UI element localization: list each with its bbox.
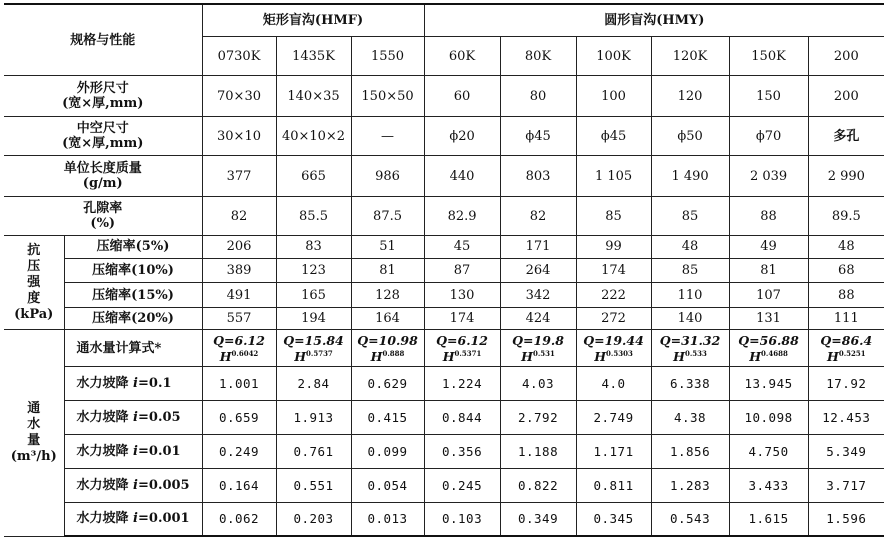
table-cell: 0.811 [576,468,651,502]
table-cell: 0.245 [424,468,500,502]
table-cell: 0.659 [202,401,276,435]
compressive-label-char: 压 [27,258,41,274]
model-header: 120K [651,37,729,76]
row-label-line1: 单位长度质量 [63,161,142,177]
table-cell: 0.013 [351,502,424,536]
row-label-line1: 外形尺寸 [76,81,129,97]
row-label [64,502,202,536]
table-cell: 128 [351,283,424,308]
formula-exponent: 0.6042 [231,348,259,358]
table-cell: 3.717 [808,468,884,502]
table-cell: 49 [729,236,808,259]
row-compress-15 [4,283,884,308]
row-label-line2: (g/m) [82,176,123,192]
flow-label-char: 水 [27,416,41,432]
formula-cell [500,330,576,367]
table-cell: 1 105 [576,156,651,197]
table-cell: 70×30 [202,76,276,117]
model-header: 1435K [276,37,351,76]
table-cell: 0.761 [276,434,351,468]
formula-exponent: 0.533 [684,348,707,358]
table-cell: 0.249 [202,434,276,468]
table-cell: 48 [651,236,729,259]
table-cell: 0.543 [651,502,729,536]
row-label [4,197,202,236]
table-cell: 68 [808,258,884,283]
table-cell: 264 [500,258,576,283]
table-cell: 0.054 [351,468,424,502]
table-cell: 174 [576,258,651,283]
table-cell: ϕ45 [576,117,651,156]
formula-base: H [442,348,455,364]
table-cell: 440 [424,156,500,197]
formula-coef: Q=15.84 [283,332,344,348]
table-cell: 82 [202,197,276,236]
formula-exponent: 0.4688 [761,348,788,358]
table-cell: 88 [808,283,884,308]
formula-base: H [521,348,533,364]
flow-label-char: 量 [27,432,41,448]
table-cell: 164 [351,307,424,330]
table-cell: 174 [424,307,500,330]
formula-cell [651,330,729,367]
row-label-line1: 孔隙率 [83,201,123,217]
formula-exponent: 0.5251 [838,348,866,358]
row-label-var: i [133,410,138,425]
table-cell: 2.84 [276,367,351,401]
compressive-unit: (kPa) [14,306,54,322]
table-cell: 665 [276,156,351,197]
row-label-line1: 中空尺寸 [76,121,129,137]
table-cell: 4.38 [651,401,729,435]
formula-base: H [673,348,685,364]
row-flow-formula [4,330,884,367]
formula-cell [424,330,500,367]
row-label-line2: (%) [90,216,116,232]
formula-coef: Q=10.98 [357,332,418,348]
table-cell: 107 [729,283,808,308]
table-cell: 88 [729,197,808,236]
table-cell: 2.749 [576,401,651,435]
table-cell: 82.9 [424,197,500,236]
table-cell: 51 [351,236,424,259]
table-cell: 87 [424,258,500,283]
table-cell: 120 [651,76,729,117]
table-cell: 0.062 [202,502,276,536]
row-label-value: =0.001 [138,511,190,527]
table-cell: 131 [729,307,808,330]
table-cell: 81 [351,258,424,283]
table-cell: 17.92 [808,367,884,401]
compressive-group-label [4,236,64,330]
table-cell: 111 [808,307,884,330]
formula-base: H [219,348,232,364]
row-label [64,434,202,468]
table-cell: 377 [202,156,276,197]
row-unit-mass [4,156,884,197]
row-label-value: =0.005 [138,477,190,493]
table-cell: 0.103 [424,502,500,536]
row-label [4,76,202,117]
table-cell: 89.5 [808,197,884,236]
table-cell: 81 [729,258,808,283]
formula-coef: Q=6.12 [436,332,488,348]
formula-cell [276,330,351,367]
table-cell: 222 [576,283,651,308]
compressive-label-char: 抗 [27,242,41,258]
table-cell: 5.349 [808,434,884,468]
row-flow-0-05 [4,401,884,435]
model-header: 60K [424,37,500,76]
row-label-prefix: 水力坡降 [76,477,129,493]
table-cell: 13.945 [729,367,808,401]
table-cell: 45 [424,236,500,259]
table-cell: 272 [576,307,651,330]
formula-cell [202,330,276,367]
row-label [4,117,202,156]
table-cell: 130 [424,283,500,308]
table-cell: 1.913 [276,401,351,435]
table-cell: 150×50 [351,76,424,117]
table-cell: 4.750 [729,434,808,468]
row-label-line2: (宽×厚,mm) [62,136,144,152]
formula-label: 通水量计算式* [64,330,202,367]
row-label-var: i [133,477,138,493]
row-label-prefix: 水力坡降 [76,410,129,425]
flow-unit: (m³/h) [10,448,57,464]
table-cell: 40×10×2 [276,117,351,156]
row-flow-0-005 [4,468,884,502]
flow-group-label [4,330,64,536]
table-cell: 1.001 [202,367,276,401]
row-label-value: =0.05 [138,410,181,425]
table-cell: 1.224 [424,367,500,401]
formula-base: H [827,348,839,364]
table-cell: 0.415 [351,401,424,435]
formula-base: H [294,348,307,364]
table-cell: 4.03 [500,367,576,401]
table-cell: 803 [500,156,576,197]
formula-coef: Q=56.88 [738,332,799,348]
table-cell: 140 [651,307,729,330]
table-cell: 82 [500,197,576,236]
row-label [64,367,202,401]
table-cell: 4.0 [576,367,651,401]
table-cell: ϕ20 [424,117,500,156]
table-cell: 0.629 [351,367,424,401]
formula-exponent: 0.888 [382,348,405,358]
formula-exponent: 0.5737 [306,348,333,358]
table-cell: ϕ70 [729,117,808,156]
model-header: 150K [729,37,808,76]
table-cell: 342 [500,283,576,308]
row-label [64,468,202,502]
row-label [64,401,202,435]
formula-base: H [594,348,607,364]
row-label: 压缩率(5%) [64,236,202,259]
model-header: 200 [808,37,884,76]
table-cell: 85.5 [276,197,351,236]
group-hmy-header: 圆形盲沟(HMY) [424,4,884,37]
formula-coef: Q=19.8 [512,332,564,348]
row-compress-5 [4,236,884,259]
table-cell: 6.338 [651,367,729,401]
table-cell: 194 [276,307,351,330]
formula-cell [729,330,808,367]
table-cell: 1.283 [651,468,729,502]
formula-base: H [370,348,383,364]
table-cell: 1.596 [808,502,884,536]
flow-label-char: 通 [27,400,41,416]
table-cell: 986 [351,156,424,197]
table-cell: 30×10 [202,117,276,156]
table-cell: 多孔 [808,117,884,156]
row-label-value: =0.01 [138,443,181,459]
table-cell: 0.349 [500,502,576,536]
table-cell: 1.171 [576,434,651,468]
table-cell: 83 [276,236,351,259]
row-label-line2: (宽×厚,mm) [62,96,144,112]
table-cell: 206 [202,236,276,259]
row-compress-20 [4,307,884,330]
row-label-value: =0.1 [138,376,172,392]
table-cell: 85 [651,258,729,283]
formula-exponent: 0.5303 [606,348,633,358]
formula-coef: Q=6.12 [213,332,265,348]
table-cell: 1.188 [500,434,576,468]
table-cell: 123 [276,258,351,283]
table-cell: 85 [576,197,651,236]
table-cell: 80 [500,76,576,117]
row-compress-10 [4,258,884,283]
table-cell: 2 039 [729,156,808,197]
row-label-var: i [133,376,138,392]
table-cell: ϕ45 [500,117,576,156]
spec-label-cell: 规格与性能 [4,4,202,76]
row-label: 压缩率(20%) [64,307,202,330]
row-label: 压缩率(10%) [64,258,202,283]
compressive-label-char: 强 [27,274,41,290]
formula-base: H [749,348,762,364]
row-outer-size [4,76,884,117]
table-cell: 2.792 [500,401,576,435]
spec-table [4,3,884,537]
table-cell: 150 [729,76,808,117]
table-cell: 200 [808,76,884,117]
table-cell: 171 [500,236,576,259]
compressive-label-char: 度 [27,290,41,306]
row-porosity [4,197,884,236]
table-cell: 165 [276,283,351,308]
row-flow-0-01 [4,434,884,468]
table-cell: 0.356 [424,434,500,468]
table-cell: 0.551 [276,468,351,502]
table-cell: 85 [651,197,729,236]
header-row-groups [4,4,884,37]
table-cell: 2 990 [808,156,884,197]
row-hollow-size [4,117,884,156]
table-cell: 0.099 [351,434,424,468]
model-header: 80K [500,37,576,76]
table-cell: 99 [576,236,651,259]
table-cell: 1.615 [729,502,808,536]
formula-coef: Q=31.32 [659,332,721,348]
table-cell: 100 [576,76,651,117]
table-cell: 557 [202,307,276,330]
group-hmf-header: 矩形盲沟(HMF) [202,4,424,37]
formula-exponent: 0.531 [532,348,555,358]
table-cell: 424 [500,307,576,330]
row-label-prefix: 水力坡降 [76,511,129,527]
row-label [4,156,202,197]
table-cell: — [351,117,424,156]
formula-cell [351,330,424,367]
table-cell: 1 490 [651,156,729,197]
table-cell: 87.5 [351,197,424,236]
table-cell: 0.822 [500,468,576,502]
formula-cell [576,330,651,367]
table-cell: 0.844 [424,401,500,435]
table-cell: 60 [424,76,500,117]
table-cell: 1.856 [651,434,729,468]
table-cell: 0.345 [576,502,651,536]
table-cell: 0.203 [276,502,351,536]
table-cell: 0.164 [202,468,276,502]
table-cell: 48 [808,236,884,259]
table-cell: ϕ50 [651,117,729,156]
model-header: 100K [576,37,651,76]
row-label: 压缩率(15%) [64,283,202,308]
row-flow-0-1 [4,367,884,401]
row-flow-0-001 [4,502,884,536]
table-cell: 12.453 [808,401,884,435]
table-cell: 3.433 [729,468,808,502]
table-cell: 491 [202,283,276,308]
table-cell: 389 [202,258,276,283]
row-label-var: i [133,443,138,459]
table-cell: 140×35 [276,76,351,117]
table-cell: 110 [651,283,729,308]
model-header: 1550 [351,37,424,76]
formula-cell [808,330,884,367]
table-cell: 10.098 [729,401,808,435]
row-label-var: i [133,511,138,527]
formula-exponent: 0.5371 [454,348,482,358]
formula-coef: Q=19.44 [583,332,644,348]
row-label-prefix: 水力坡降 [76,443,129,459]
row-label-prefix: 水力坡降 [76,376,129,392]
formula-coef: Q=86.4 [820,332,873,348]
model-header: 0730K [202,37,276,76]
